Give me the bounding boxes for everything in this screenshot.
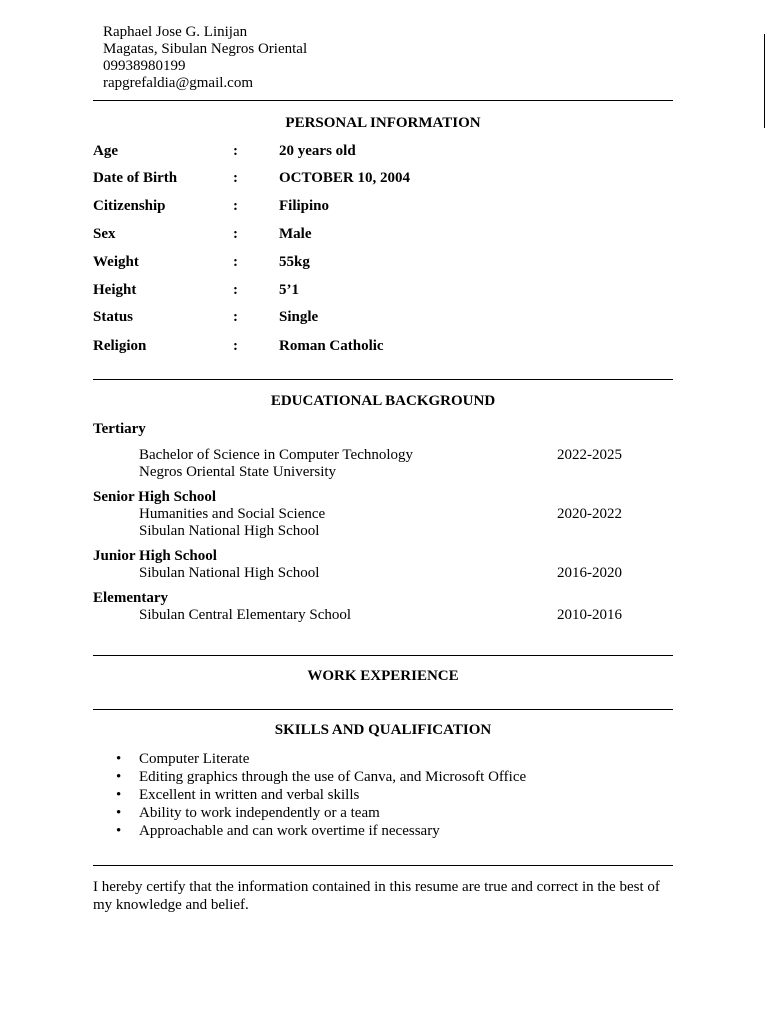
applicant-phone: 09938980199 [103,58,186,74]
personal-separator: : [233,143,238,159]
personal-value: Roman Catholic [279,338,384,354]
personal-separator: : [233,282,238,298]
skill-text: Excellent in written and verbal skills [139,787,360,803]
personal-value: 5’1 [279,282,299,298]
personal-value: Single [279,309,319,325]
personal-row-status [93,309,673,327]
personal-label: Religion [93,338,147,354]
personal-row-date-of-birth [93,170,673,188]
personal-row-citizenship [93,198,673,216]
edu-course: Bachelor of Science in Computer Technology [139,447,414,463]
edu-years: 2020-2022 [557,506,622,522]
applicant-name: Raphael Jose G. Linijan [103,24,248,40]
bullet-icon: • [116,751,122,767]
personal-separator: : [233,170,238,186]
edu-course: Humanities and Social Science [139,506,326,522]
skill-text: Editing graphics through the use of Canva, and Microsoft Office [139,769,527,785]
personal-row-height [93,282,673,300]
skill-text: Ability to work independently or a team [139,805,380,821]
edu-school: Sibulan National High School [139,523,320,539]
personal-separator: : [233,226,238,242]
divider [93,865,673,866]
personal-label: Age [93,143,118,159]
divider [93,100,673,101]
personal-value: Filipino [279,198,330,214]
skill-item [116,804,526,822]
skill-item [116,750,526,768]
certification-statement: I hereby certify that the information contained in this resume are true and correct in the best of my knowledge and belief. [93,879,660,913]
personal-separator: : [233,254,238,270]
edu-level-senior-high: Senior High School [93,489,217,505]
education-heading: EDUCATIONAL BACKGROUND [270,393,496,409]
edu-years: 2010-2016 [557,607,622,623]
work-experience-heading: WORK EXPERIENCE [307,668,459,684]
personal-separator: : [233,198,238,214]
edu-level-elementary: Elementary [93,590,168,606]
skill-item [116,786,526,804]
personal-row-weight [93,254,673,272]
personal-separator: : [233,338,238,354]
edu-school: Sibulan Central Elementary School [139,607,352,623]
divider [93,379,673,380]
personal-label: Citizenship [93,198,166,214]
personal-label: Sex [93,226,116,242]
edu-years: 2022-2025 [557,447,622,463]
skill-text: Approachable and can work overtime if necessary [139,823,440,839]
edu-school: Negros Oriental State University [139,464,337,480]
bullet-icon: • [116,805,122,821]
personal-row-age [93,143,673,161]
skills-heading: SKILLS AND QUALIFICATION [274,722,492,738]
skills-list [116,750,527,840]
edu-school: Sibulan National High School [139,565,320,581]
personal-label: Weight [93,254,139,270]
personal-value: Male [279,226,312,242]
personal-label: Status [93,309,134,325]
page-edge-line [764,34,765,128]
personal-label: Height [93,282,137,298]
applicant-email: rapgrefaldia@gmail.com [103,75,253,91]
personal-separator: : [233,309,238,325]
personal-row-religion [93,338,673,356]
personal-value: 55kg [279,254,310,270]
divider [93,709,673,710]
applicant-address: Magatas, Sibulan Negros Oriental [103,41,308,57]
bullet-icon: • [116,823,122,839]
edu-level-tertiary: Tertiary [93,421,146,437]
bullet-icon: • [116,769,122,785]
skill-item [116,768,527,786]
skill-item [116,822,526,840]
contact-block [103,24,307,92]
edu-level-junior-high: Junior High School [93,548,217,564]
personal-label: Date of Birth [93,170,178,186]
bullet-icon: • [116,787,122,803]
skill-text: Computer Literate [139,751,250,767]
personal-value: OCTOBER 10, 2004 [279,170,410,186]
edu-years: 2016-2020 [557,565,622,581]
personal-row-sex [93,226,673,244]
personal-info-heading: PERSONAL INFORMATION [285,115,481,131]
personal-value: 20 years old [279,143,356,159]
divider [93,655,673,656]
